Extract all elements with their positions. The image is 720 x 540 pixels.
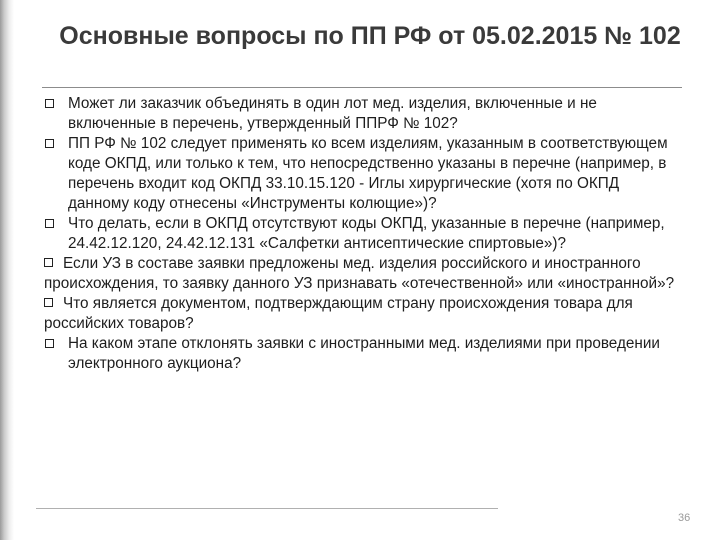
square-bullet-icon — [45, 219, 54, 228]
square-bullet-icon — [44, 258, 53, 267]
square-bullet-icon — [45, 139, 54, 148]
list-item — [44, 254, 684, 294]
footer-divider — [36, 508, 498, 509]
list-item-text: Может ли заказчик объединять в один лот мед. изделия, включенные и не включенные в перечень, утвержденный ППРФ № 102? — [68, 95, 597, 132]
slide-title: Основные вопросы по ПП РФ от 05.02.2015 № 102 — [59, 22, 681, 50]
title-divider — [42, 87, 682, 88]
list-item-text: Что делать, если в ОКПД отсутствуют коды ОКПД, указанные в перечне (например, 24.42.12.120, 24.42.12.131 «Салфетки антисептические спиртовые»)? — [68, 215, 665, 252]
list-item — [44, 134, 684, 214]
list-item-text: На каком этапе отклонять заявки с иностранными мед. изделиями при проведении электронного аукциона? — [68, 335, 660, 372]
list-item — [44, 294, 684, 334]
list-item — [44, 94, 684, 134]
question-list — [44, 94, 684, 374]
square-bullet-icon — [44, 298, 53, 307]
left-edge-shadow — [0, 0, 14, 540]
square-bullet-icon — [45, 99, 54, 108]
list-item — [44, 214, 684, 254]
list-item-text: ПП РФ № 102 следует применять ко всем изделиям, указанным в соответствующем коде ОКПД, или только к тем, что непосредственно указаны в перечне (например, в перечень входит код ОКПД 33.10.15.120 - Иглы хирургические (хотя по ОКПД данному коду отнесены «Инструменты колющие»)? — [68, 135, 668, 212]
list-item — [44, 334, 684, 374]
page-number: 36 — [678, 512, 691, 524]
square-bullet-icon — [45, 339, 54, 348]
list-item-text: Что является документом, подтверждающим страну происхождения товара для российских товаров? — [44, 295, 633, 332]
list-item-text: Если УЗ в составе заявки предложены мед. изделия российского и иностранного происхождения, то заявку данного УЗ признавать «отечественной» или «иностранной»? — [44, 255, 675, 292]
